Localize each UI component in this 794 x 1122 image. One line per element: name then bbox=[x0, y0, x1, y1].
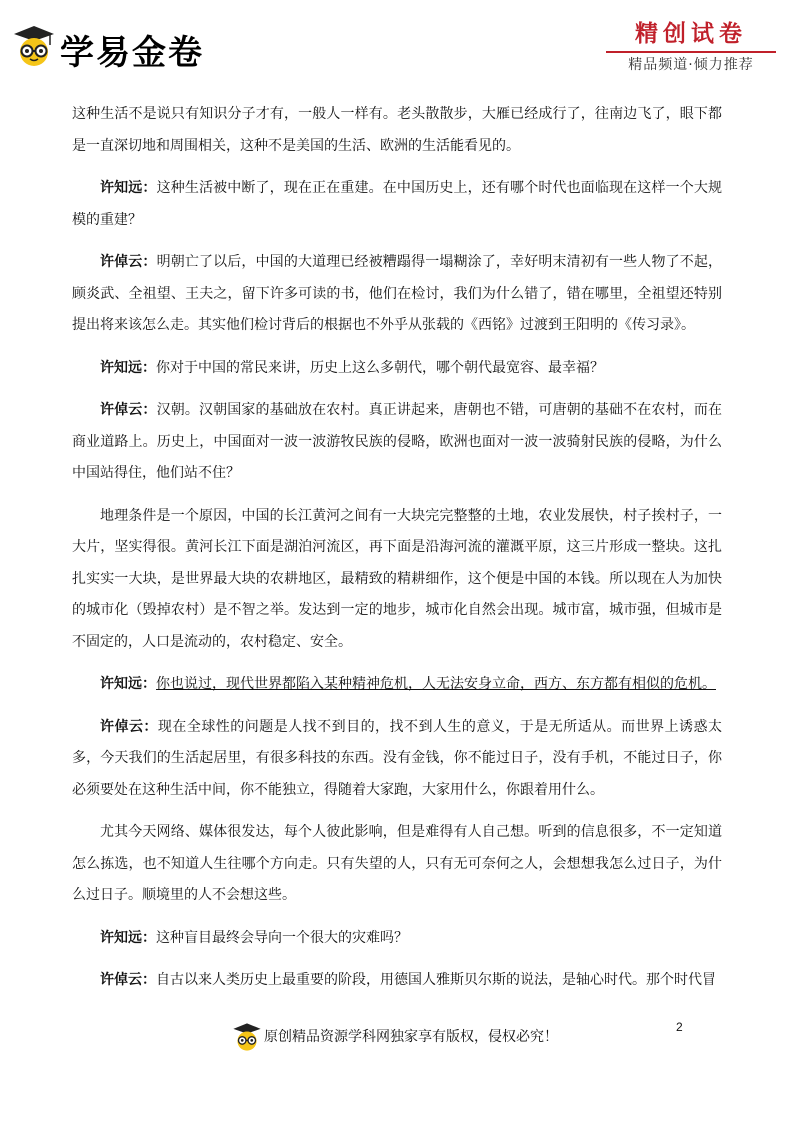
paragraph-text: 这种生活被中断了，现在正在重建。在中国历史上，还有哪个时代也面临现在这样一个大规模的重建？ bbox=[72, 180, 723, 228]
owl-logo-icon bbox=[12, 24, 56, 68]
paragraph bbox=[72, 247, 722, 342]
paragraph bbox=[72, 923, 722, 955]
speaker-label: 许知远： bbox=[100, 676, 156, 692]
paragraph-text: 你对于中国的常民来讲，历史上这么多朝代，哪个朝代最宽容、最幸福？ bbox=[156, 359, 604, 376]
page-number: 2 bbox=[676, 1020, 683, 1034]
brand-name: 学易金卷 bbox=[60, 33, 204, 73]
owl-logo-icon bbox=[232, 1022, 262, 1052]
header-divider bbox=[606, 51, 776, 53]
speaker-label: 许知远： bbox=[100, 929, 156, 946]
speaker-label: 许知远： bbox=[100, 359, 156, 376]
speaker-label: 许倬云： bbox=[100, 254, 157, 270]
paragraph bbox=[72, 712, 722, 807]
paragraph bbox=[72, 965, 722, 997]
paragraph bbox=[72, 501, 722, 659]
speaker-label: 许倬云： bbox=[100, 718, 158, 735]
paragraph bbox=[72, 669, 722, 701]
paragraph-text: 自古以来人类历史上最重要的阶段，用德国人雅斯贝尔斯的说法，是轴心时代。那个时代冒 bbox=[156, 972, 716, 988]
page-footer bbox=[0, 1020, 794, 1060]
document-body bbox=[72, 99, 722, 1008]
underlined-question: 你也说过，现代世界都陷入某种精神危机，人无法安身立命，西方、东方都有相似的危机。 bbox=[156, 676, 716, 692]
header-badge bbox=[602, 18, 780, 75]
paragraph-text: 现在全球性的问题是人找不到目的，找不到人生的意义，于是无所适从。而世界上诱惑太多，今天我们的生活起居里，有很多科技的东西。没有金钱，你不能过日子，没有手机，不能过日子，你必须要处在这种生活中间，你不能独立，得随着大家跑，大家用什么，你跟着用什么。 bbox=[72, 718, 722, 798]
paragraph bbox=[72, 173, 722, 236]
paragraph bbox=[72, 99, 722, 162]
speaker-label: 许倬云： bbox=[100, 402, 157, 418]
paragraph-text: 这种盲目最终会导向一个很大的灾难吗？ bbox=[156, 929, 408, 946]
speaker-label: 许倬云： bbox=[100, 972, 156, 988]
paragraph bbox=[72, 395, 722, 490]
paragraph bbox=[72, 817, 722, 912]
paragraph-text: 尤其今天网络、媒体很发达，每个人彼此影响，但是难得有人自己想。听到的信息很多，不一定知道怎么拣选，也不知道人生往哪个方向走。只有失望的人，只有无可奈何之人，会想想我怎么过日子，为什么过日子。顺境里的人不会想这些。 bbox=[72, 824, 722, 903]
page-header bbox=[0, 0, 794, 82]
paragraph-text: 地理条件是一个原因，中国的长江黄河之间有一大块完完整整的土地，农业发展快，村子挨村子，一大片，坚实得很。黄河长江下面是湖泊河流区，再下面是沿海河流的灌溉平原，这三片形成一整块。这扎扎实实一大块，是世界最大块的农耕地区，最精致的精耕细作，这个便是中国的本钱。所以现在人为加快的城市化（毁掉农村）是不智之举。发达到一定的地步，城市化自然会出现。城市富，城市强，但城市是不固定的，人口是流动的，农村稳定、安全。 bbox=[72, 507, 722, 650]
paragraph bbox=[72, 353, 722, 385]
paragraph-text: 明朝亡了以后，中国的大道理已经被糟蹋得一塌糊涂了，幸好明末清初有一些人物了不起，顾炎武、全祖望、王夫之，留下许多可读的书，他们在检讨，我们为什么错了，错在哪里，全祖望还特别提出将来该怎么走。其实他们检讨背后的根据也不外乎从张载的《西铭》过渡到王阳明的《传习录》。 bbox=[72, 254, 723, 333]
speaker-label: 许知远： bbox=[100, 180, 157, 196]
header-subtitle: 精品频道·倾力推荐 bbox=[628, 57, 754, 73]
paragraph-text: 这种生活不是说只有知识分子才有，一般人一样有。老头散散步，大雁已经成行了，往南边飞了，眼下都是一直深切地和周围相关，这种不是美国的生活、欧洲的生活能看见的。 bbox=[72, 106, 722, 154]
header-title: 精创试卷 bbox=[635, 21, 747, 47]
paragraph-text: 汉朝。汉朝国家的基础放在农村。真正讲起来，唐朝也不错，可唐朝的基础不在农村，而在商业道路上。历史上，中国面对一波一波游牧民族的侵略，欧洲也面对一波一波骑射民族的侵略，为什么中国站得住，他们站不住？ bbox=[72, 402, 723, 481]
copyright-notice: 原创精品资源学科网独家享有版权，侵权必究！ bbox=[264, 1029, 558, 1045]
